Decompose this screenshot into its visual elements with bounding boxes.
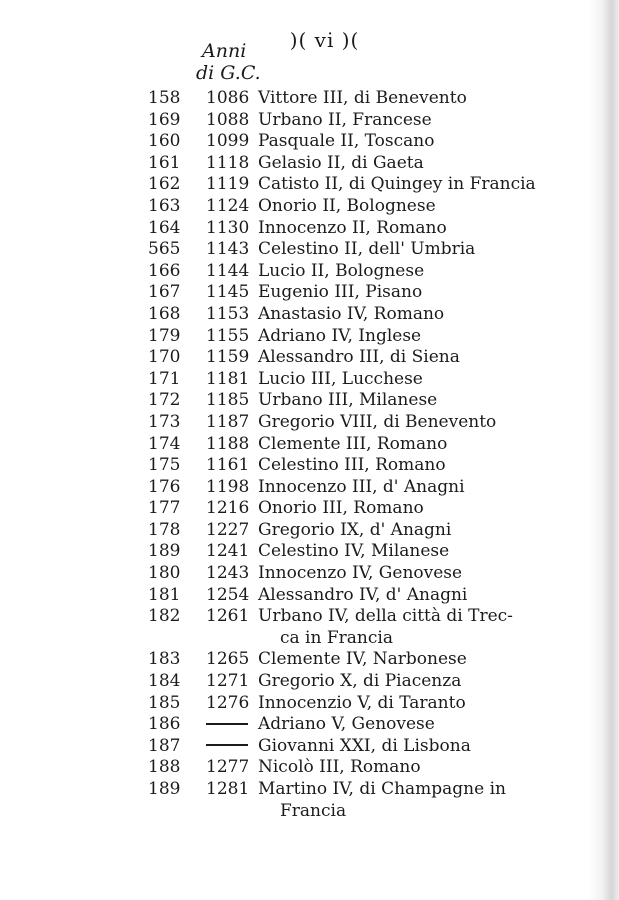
pope-name: Adriano V, Genovese [258, 714, 435, 735]
pope-number: 158 [148, 88, 181, 108]
pope-name: Innocenzio V, di Taranto [258, 692, 466, 713]
pope-number: 181 [148, 584, 181, 605]
pope-number: 565 [148, 239, 181, 260]
pope-name: Gelasio II, di Gaeta [258, 152, 424, 173]
year: 1088 [206, 109, 250, 130]
year: 1119 [206, 174, 250, 195]
pope-number: 178 [148, 519, 181, 540]
pope-number: 173 [148, 411, 181, 432]
year-dash [206, 714, 256, 736]
year: 1153 [206, 303, 250, 324]
year: 1265 [206, 649, 250, 670]
year: 1185 [206, 390, 250, 411]
column-header-line1: Anni [202, 40, 247, 62]
pope-name: Eugenio III, Pisano [258, 282, 423, 303]
pope-number: 174 [148, 433, 181, 454]
dash-mark [206, 744, 248, 746]
year: 1144 [206, 260, 250, 281]
year: 1181 [206, 368, 250, 389]
pope-name: Alessandro IV, d' Anagni [258, 584, 468, 605]
year: 1161 [206, 455, 250, 476]
year: 1086 [206, 88, 250, 108]
year: 1188 [206, 433, 250, 454]
pope-name: Vittore III, di Benevento [258, 88, 467, 108]
pope-number: 182 [148, 606, 181, 627]
year: 1271 [206, 671, 250, 692]
pope-name: Innocenzo III, d' Anagni [258, 476, 465, 497]
pope-name-continuation: Francia [280, 800, 347, 821]
year: 1155 [206, 325, 250, 346]
pope-number: 166 [148, 260, 181, 281]
year: 1281 [206, 779, 250, 799]
pope-name: Innocenzo IV, Genovese [258, 563, 463, 584]
pope-name: Giovanni XXI, di Lisbona [258, 735, 471, 756]
pope-number: 189 [148, 779, 181, 799]
pope-name: Martino IV, di Champagne in [258, 779, 506, 799]
year: 1187 [206, 411, 250, 432]
year: 1276 [206, 692, 250, 713]
year: 1243 [206, 563, 250, 584]
pope-name: Gregorio IX, d' Anagni [258, 519, 452, 540]
year: 1159 [206, 347, 250, 368]
pope-name: Clemente III, Romano [258, 433, 448, 454]
page-edge-shadow [589, 0, 619, 900]
pope-name: Alessandro III, di Siena [258, 347, 460, 368]
pope-name: Urbano IV, della città di Trec- [258, 606, 513, 627]
pope-number: 164 [148, 217, 181, 238]
pope-name: Lucio III, Lucchese [258, 368, 423, 389]
pope-name: Celestino III, Romano [258, 455, 446, 476]
year: 1241 [206, 541, 250, 562]
year: 1130 [206, 217, 250, 238]
column-header-line2: di G.C. [196, 62, 261, 84]
pope-number: 187 [148, 735, 181, 756]
pope-number: 162 [148, 174, 181, 195]
pope-name: Clemente IV, Narbonese [258, 649, 467, 670]
year: 1145 [206, 282, 250, 303]
pope-name: Gregorio VIII, di Benevento [258, 411, 497, 432]
pope-number: 184 [148, 671, 181, 692]
pope-number: 179 [148, 325, 181, 346]
pope-number: 169 [148, 109, 181, 130]
year: 1143 [206, 239, 250, 260]
year: 1277 [206, 757, 250, 778]
column-header [196, 40, 261, 84]
pope-name: Nicolò III, Romano [258, 757, 421, 778]
pope-number: 180 [148, 563, 181, 584]
pope-name: Celestino II, dell' Umbria [258, 239, 476, 260]
pope-number: 186 [148, 714, 181, 735]
pope-number: 189 [148, 541, 181, 562]
pope-number: 161 [148, 152, 181, 173]
pope-number: 177 [148, 498, 181, 519]
year: 1261 [206, 606, 250, 627]
pope-number: 176 [148, 476, 181, 497]
year: 1198 [206, 476, 250, 497]
pope-name: Celestino IV, Milanese [258, 541, 450, 562]
year-dash [206, 736, 256, 758]
pope-name: Gregorio X, di Piacenza [258, 671, 462, 692]
year: 1118 [206, 152, 250, 173]
year: 1227 [206, 519, 250, 540]
pope-name: Adriano IV, Inglese [258, 325, 422, 346]
pope-number: 163 [148, 195, 181, 216]
page-header: )( vi )( [289, 28, 360, 52]
pope-name: Onorio III, Romano [258, 498, 424, 519]
pope-number: 185 [148, 692, 181, 713]
pope-name: Anastasio IV, Romano [258, 303, 445, 324]
dash-mark [206, 723, 248, 725]
pope-number: 160 [148, 131, 181, 152]
pope-number: 171 [148, 368, 181, 389]
pope-name: Pasquale II, Toscano [258, 131, 435, 152]
pope-name: Catisto II, di Quingey in Francia [258, 174, 536, 195]
pope-number: 167 [148, 282, 181, 303]
pope-number: 175 [148, 455, 181, 476]
pope-number: 188 [148, 757, 181, 778]
year: 1124 [206, 195, 250, 216]
pope-name: Innocenzo II, Romano [258, 217, 447, 238]
pope-name-continuation: ca in Francia [280, 627, 393, 648]
pope-name: Lucio II, Bolognese [258, 260, 425, 281]
pope-number: 168 [148, 303, 181, 324]
year: 1099 [206, 131, 250, 152]
pope-name: Urbano III, Milanese [258, 390, 438, 411]
pope-number: 183 [148, 649, 181, 670]
pope-name: Onorio II, Bolognese [258, 195, 436, 216]
pope-name: Urbano II, Francese [258, 109, 432, 130]
pope-number: 170 [148, 347, 181, 368]
pope-number: 172 [148, 390, 181, 411]
year: 1216 [206, 498, 250, 519]
year: 1254 [206, 584, 250, 605]
